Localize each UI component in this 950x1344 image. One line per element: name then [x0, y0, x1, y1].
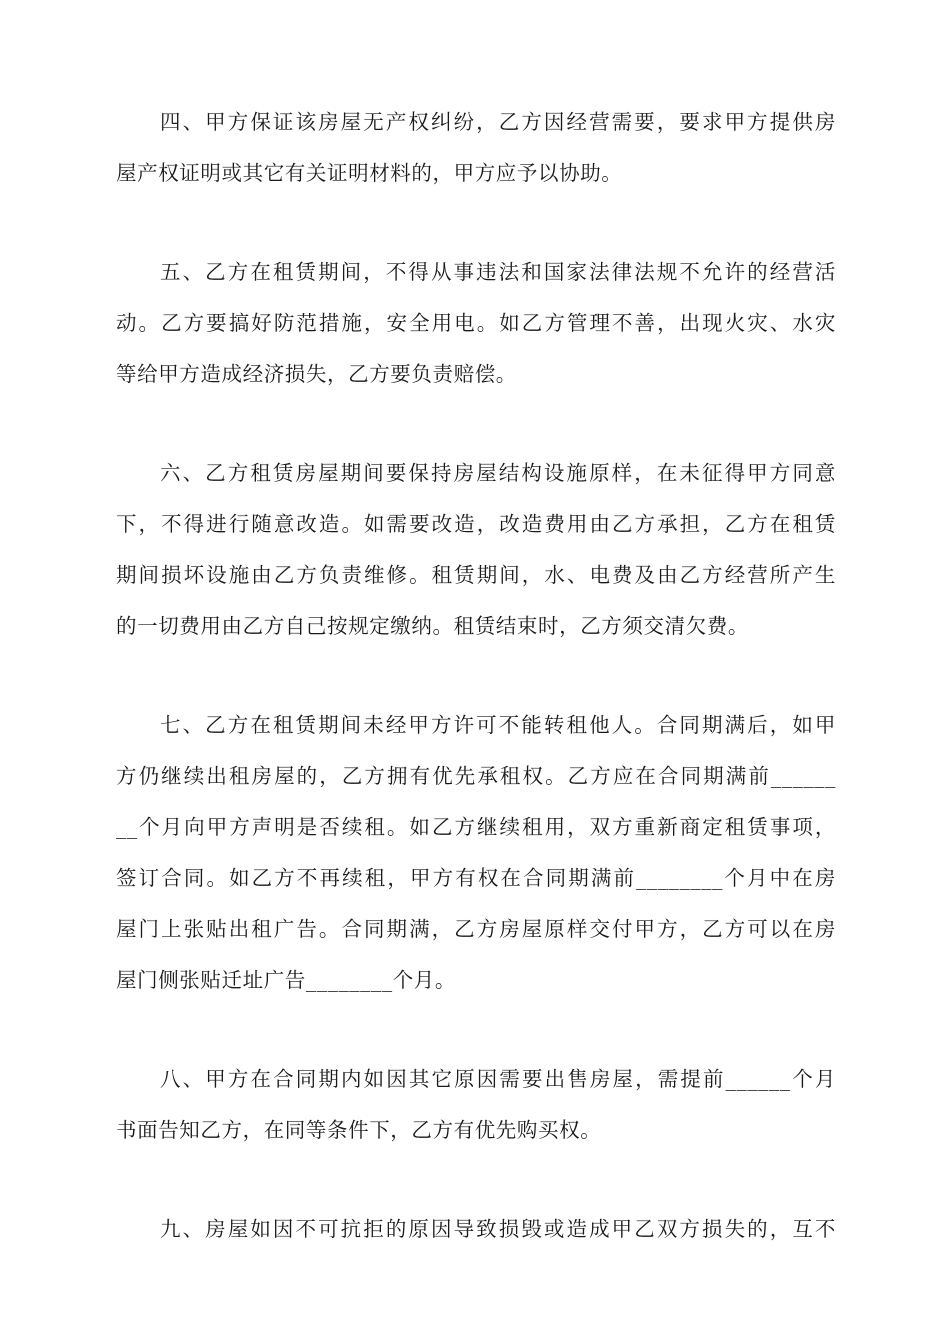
clause-4-line-2: 屋产权证明或其它有关证明材料的，甲方应予以协助。	[116, 161, 623, 185]
clause-6-line-3: 期间损坏设施由乙方负责维修。租赁期间，水、电费及由乙方经营所产生	[116, 563, 836, 587]
clause-7-line-4: 签订合同。如乙方不再续租，甲方有权在合同期满前________个月中在房	[116, 866, 836, 890]
clause-5-line-3: 等给甲方造成经济损失，乙方要负责赔偿。	[116, 362, 517, 386]
clause-8-line-2: 书面告知乙方，在同等条件下，乙方有优先购买权。	[116, 1118, 602, 1142]
clause-7-line-5: 屋门上张贴出租广告。合同期满，乙方房屋原样交付甲方，乙方可以在房	[116, 917, 836, 941]
clause-9-line-1: 九、房屋如因不可抗拒的原因导致损毁或造成甲乙双方损失的，互不	[160, 1217, 836, 1241]
clause-5-line-1: 五、乙方在租赁期间，不得从事违法和国家法律法规不允许的经营活	[160, 260, 836, 284]
clause-7-line-3: __个月向甲方声明是否续租。如乙方继续租用，双方重新商定租赁事项，	[116, 815, 836, 839]
clause-4-line-1: 四、甲方保证该房屋无产权纠纷，乙方因经营需要，要求甲方提供房	[160, 110, 836, 134]
clause-8-line-1: 八、甲方在合同期内如因其它原因需要出售房屋，需提前______个月	[160, 1067, 836, 1091]
clause-7-line-1: 七、乙方在租赁期间未经甲方许可不能转租他人。合同期满后，如甲	[160, 713, 836, 737]
clause-7-line-6: 屋门侧张贴迁址广告________个月。	[116, 968, 456, 992]
clause-5-line-2: 动。乙方要搞好防范措施，安全用电。如乙方管理不善，出现火灾、水灾	[116, 311, 836, 335]
clause-6-line-2: 下，不得进行随意改造。如需要改造，改造费用由乙方承担，乙方在租赁	[116, 512, 836, 536]
clause-6-line-4: 的一切费用由乙方自己按规定缴纳。租赁结束时，乙方须交清欠费。	[116, 614, 749, 638]
clause-7-line-2: 方仍继续出租房屋的，乙方拥有优先承租权。乙方应在合同期满前______	[116, 764, 836, 788]
clause-6-line-1: 六、乙方租赁房屋期间要保持房屋结构设施原样，在未征得甲方同意	[160, 461, 836, 485]
